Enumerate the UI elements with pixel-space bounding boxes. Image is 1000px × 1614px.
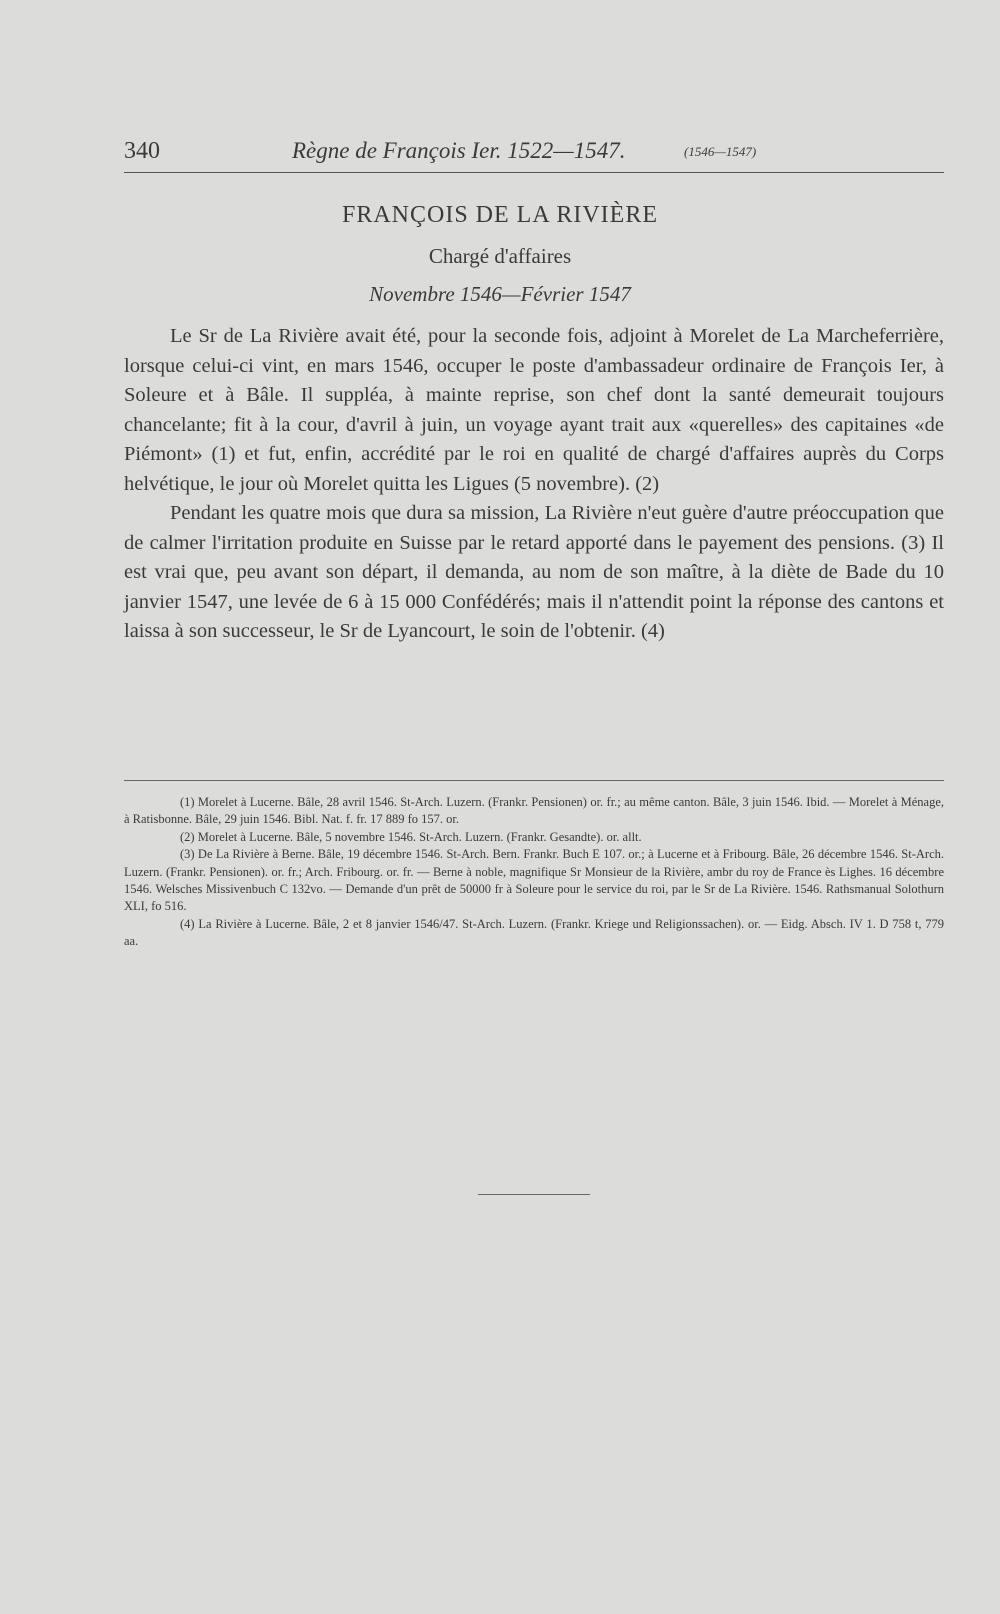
running-date-range: (1546—1547) <box>684 144 757 159</box>
paragraph: Le Sr de La Rivière avait été, pour la seconde fois, adjoint à Morelet de La Marcheferrière, lorsque celui-ci vint, en mars 1546, occuper le poste d'ambassadeur ordinaire de François Ier, à Soleure et à Bâle. Il suppléa, à mainte reprise, son chef dont la santé demeurait toujours chancelante; fit à la cour, d'avril à juin, un voyage ayant trait aux «querelles» des capitaines «de Piémont» (1) et fut, enfin, accrédité par le roi en qualité de chargé d'affaires auprès du Corps helvétique, le jour où Morelet quitta les Ligues (5 novembre). (2) <box>124 325 944 495</box>
footnote: (3) De La Rivière à Berne. Bâle, 19 décembre 1546. St-Arch. Bern. Frankr. Buch E 107. or.; à Lucerne et à Fribourg. Bâle, 26 décembre 1546. St-Arch. Luzern. (Frankr. Pensionen). or. fr.; Arch. Fribourg. or. fr. — Berne à noble, magnifique Sr Monsieur de la Rivière, ambr du roy de France ès Lighes. 16 décembre 1546. Welsches Missivenbuch C 132vo. — Demande d'un prêt de 50000 fr à Soleure pour le service du roi, par le Sr de La Rivière. 1546. Rathsmanual Solothurn XLI, fo 516. <box>124 847 944 914</box>
footnotes <box>124 794 944 951</box>
footnote: (2) Morelet à Lucerne. Bâle, 5 novembre 1546. St-Arch. Luzern. (Frankr. Gesandte). or. allt. <box>180 829 642 844</box>
end-rule <box>478 1194 590 1195</box>
page-number: 340 <box>124 138 160 164</box>
footnote: (1) Morelet à Lucerne. Bâle, 28 avril 1546. St-Arch. Luzern. (Frankr. Pensionen) or. fr.; au même canton. Bâle, 3 juin 1546. Ibid. — Morelet à Ménage, à Ratisbonne. Bâle, 29 juin 1546. Bibl. Nat. f. fr. 17 889 fo 157. or. <box>124 795 944 827</box>
entry-role: Chargé d'affaires <box>428 244 572 268</box>
entry-period: Novembre 1546—Février 1547 <box>369 282 631 306</box>
running-header <box>124 138 944 172</box>
header-rule <box>124 172 944 173</box>
entry-name: FRANÇOIS DE LA RIVIÈRE <box>341 202 658 228</box>
running-title: Règne de François Ier. 1522—1547. <box>292 138 626 163</box>
body-text <box>124 322 944 647</box>
footnote-rule <box>124 780 944 781</box>
paragraph: Pendant les quatre mois que dura sa mission, La Rivière n'eut guère d'autre préoccupation que de calmer l'irritation produite en Suisse par le retard apporté dans le payement des pensions. (3) Il est vrai que, peu avant son départ, il demanda, au nom de son maître, à la diète de Bade du 10 janvier 1547, une levée de 6 à 15 000 Confédérés; mais il n'attendit point la réponse des cantons et laissa à son successeur, le Sr de Lyancourt, le soin de l'obtenir. (4) <box>124 502 944 642</box>
footnote: (4) La Rivière à Lucerne. Bâle, 2 et 8 janvier 1546/47. St-Arch. Luzern. (Frankr. Kriege und Religionssachen). or. — Eidg. Absch. IV 1. D 758 t, 779 aa. <box>124 916 944 949</box>
